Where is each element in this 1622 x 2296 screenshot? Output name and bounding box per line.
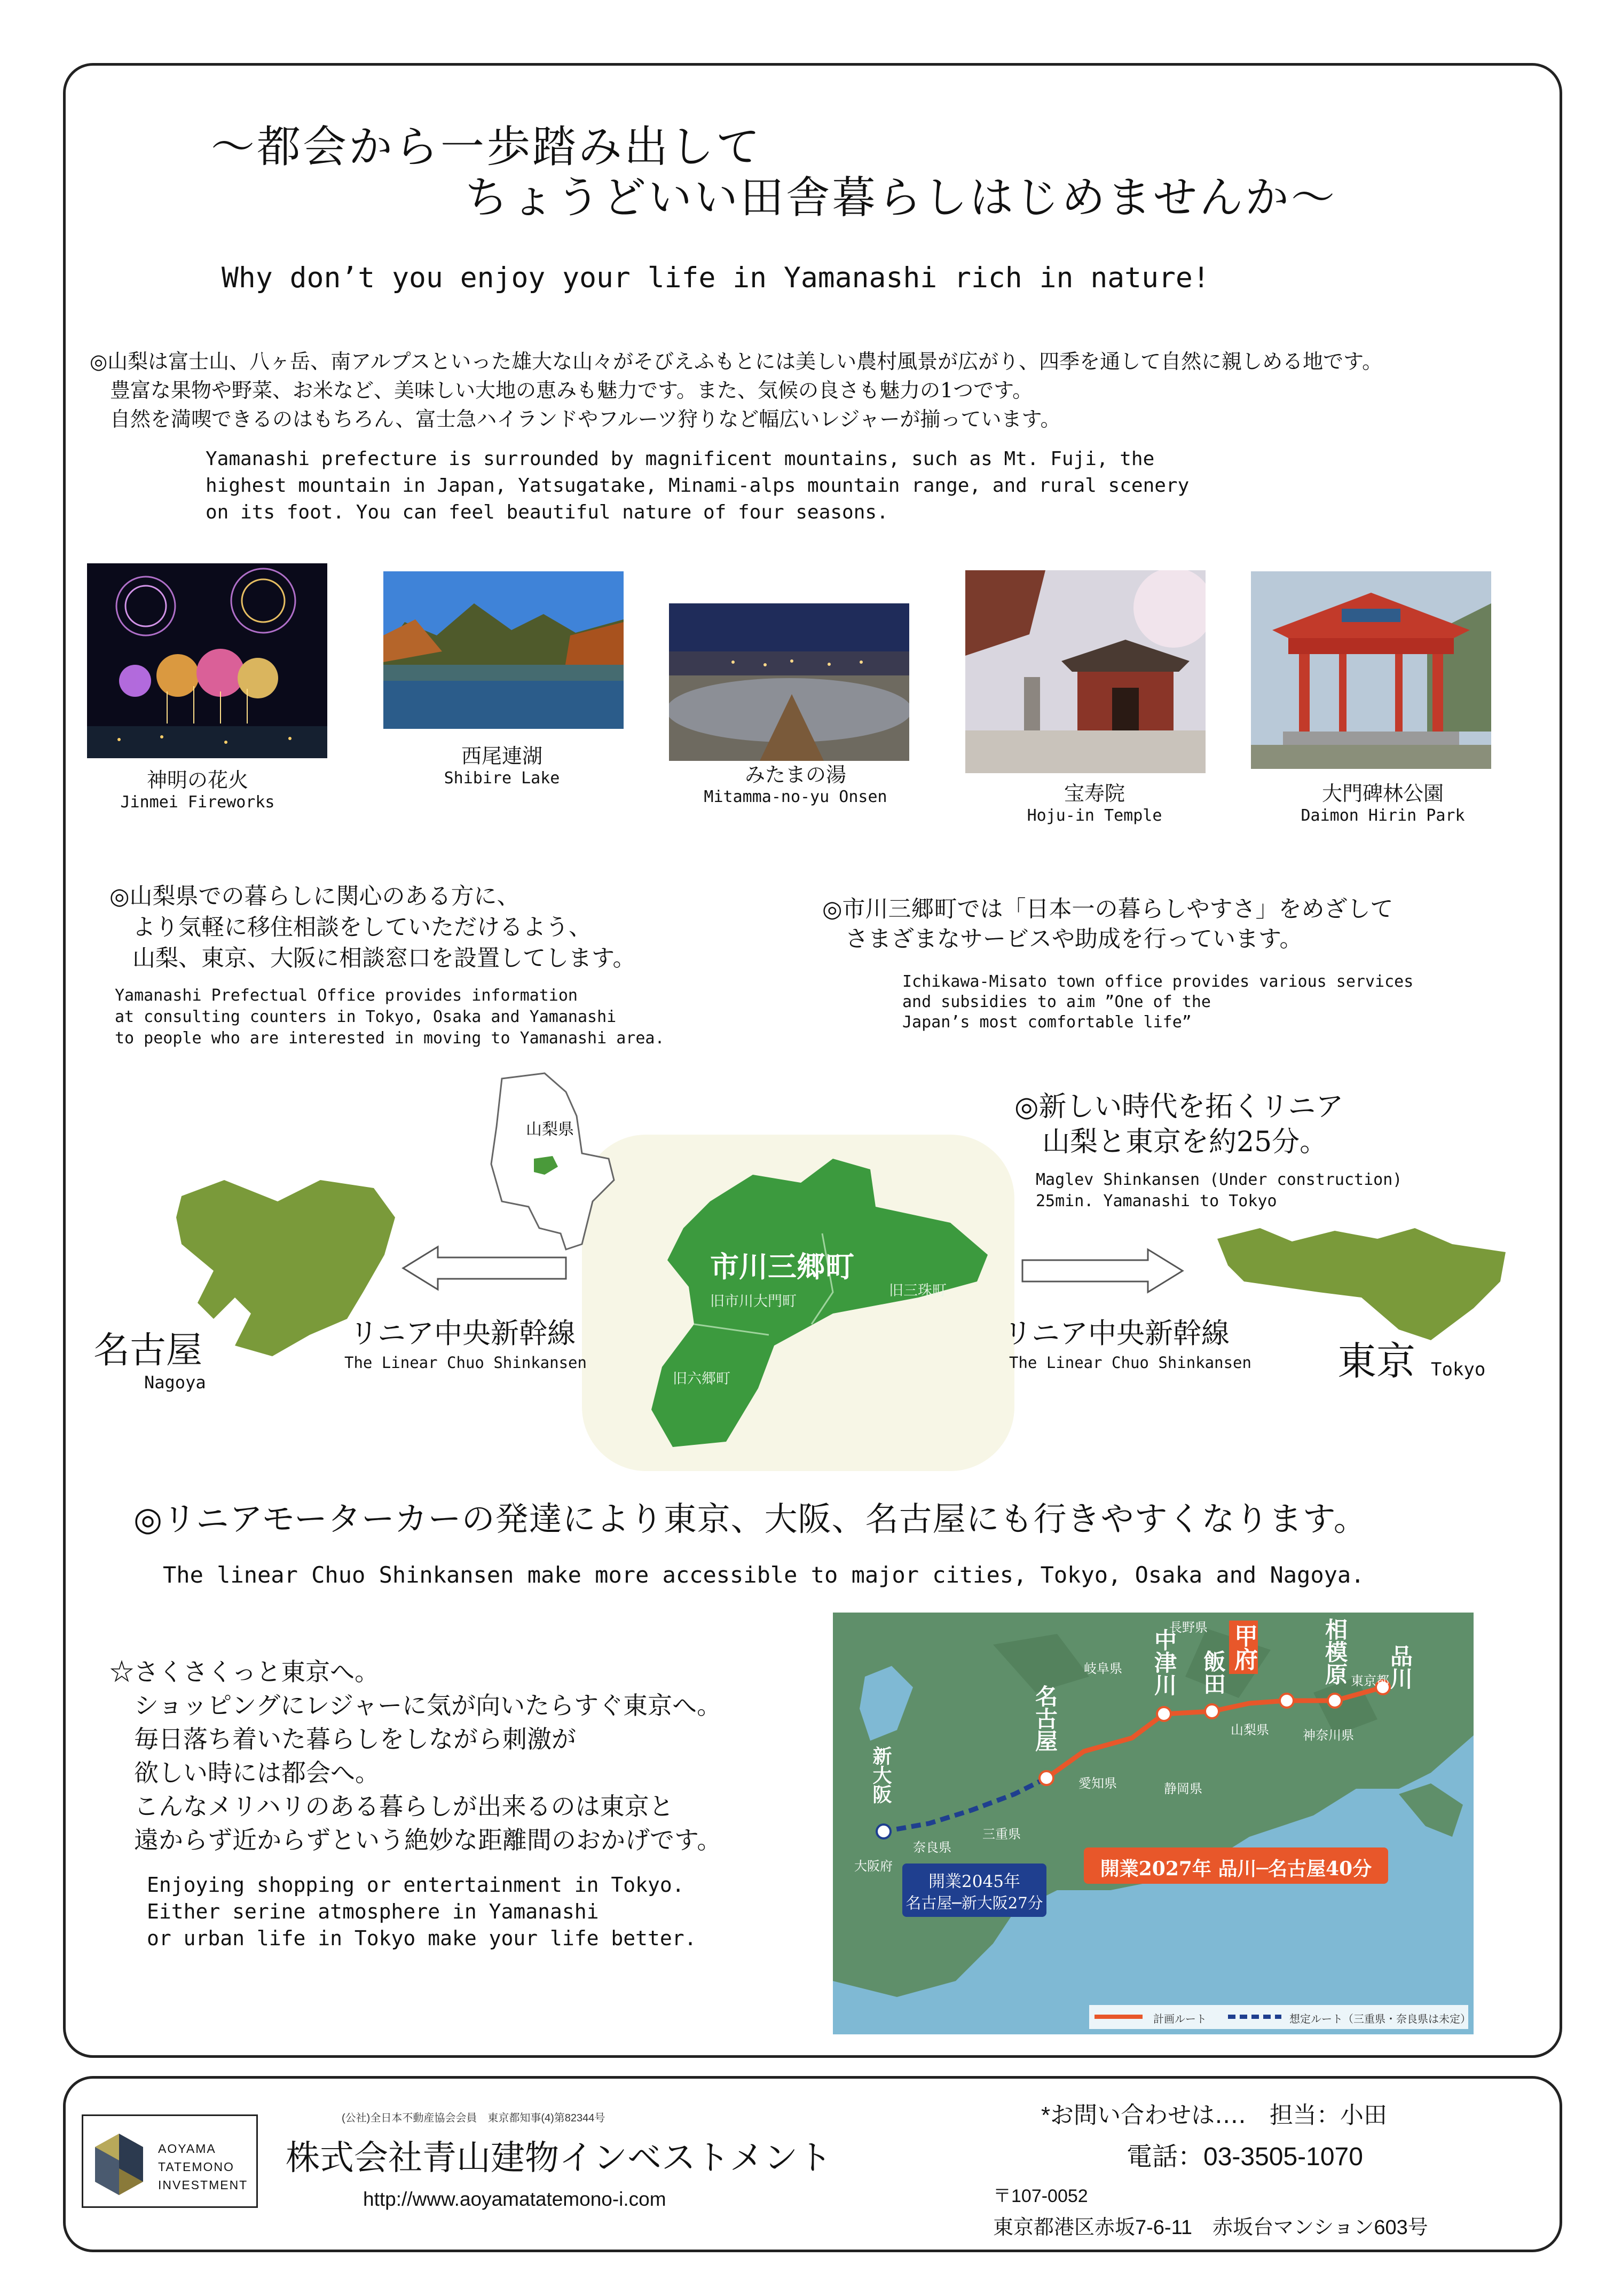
district-ichikawa: 旧市川大門町 (710, 1293, 797, 1309)
label-2027: 開業2027年 品川─名古屋40分 (1100, 1858, 1372, 1880)
linear-line-left-jp: リニア中央新幹線 (350, 1317, 576, 1350)
station-nagoya: 名古屋 (1032, 1685, 1058, 1752)
nagoya-en: Nagoya (144, 1372, 206, 1393)
pref-tokyo: 東京都 (1351, 1673, 1389, 1688)
pref-nara: 奈良県 (913, 1840, 951, 1855)
logo-text-1: AOYAMA (158, 2142, 216, 2156)
tokyo-shape (1217, 1228, 1506, 1340)
intro-en: Yamanashi prefecture is surrounded by magnificent mountains, such as Mt. Fuji, the highest mountain in Japan, Yatsugatake, Minami-alps mountain range, and rural scenery on its foot. You can feel beautiful nature of four seasons. (206, 448, 1190, 523)
linear-jp: ◎新しい時代を拓くリニア 山梨と東京を約25分。 (1014, 1091, 1344, 1158)
label-2045-line1: 開業2045年 (928, 1872, 1020, 1891)
station-shin-osaka: 新大阪 (870, 1746, 892, 1804)
pref-kanagawa: 神奈川県 (1303, 1728, 1354, 1743)
subtitle: Why don’t you enjoy your life in Yamanashi rich in nature! (222, 262, 1210, 294)
phone-number[interactable]: 電話：03-3505-1070 (1127, 2143, 1363, 2171)
title-line2: ちょうどいい田舎暮らしはじめませんか～ (464, 172, 1337, 223)
caption-park-jp: 大門碑林公園 (1321, 782, 1444, 805)
misato-en: Ichikawa-Misato town office provides various services and subsidies to aim ”One of the Japan’s most comfortable life” (902, 972, 1414, 1032)
legend-assumed: 想定ルート（三重県・奈良県は未定） (1289, 2014, 1471, 2025)
linear-line-right-jp: リニア中央新幹線 (1004, 1317, 1230, 1350)
inquiry-note: *お問い合わせは‥‥ 担当：小田 (1041, 2102, 1387, 2128)
caption-fireworks-jp: 神明の花火 (146, 768, 248, 792)
member-note: (公社)全日本不動産協会会員 東京都知事(4)第82344号 (342, 2112, 605, 2124)
pref-yamanashi: 山梨県 (1231, 1723, 1269, 1737)
company-name: 株式会社青山建物インベストメント (286, 2138, 832, 2177)
tokyo-jp: 東京 (1337, 1339, 1415, 1384)
caption-lake-jp: 西尾連湖 (461, 744, 542, 768)
station-nakatsugawa: 中津川 (1151, 1629, 1177, 1696)
pref-osaka: 大阪府 (854, 1859, 893, 1874)
access-en: The linear Chuo Shinkansen make more accessible to major cities, Tokyo, Osaka and Nagoya. (163, 1562, 1365, 1588)
caption-park-en: Daimon Hirin Park (1301, 806, 1465, 825)
caption-onsen-en: Mitamma-no-yu Onsen (704, 788, 887, 806)
town-name: 市川三郷町 (710, 1251, 854, 1283)
station-shinagawa: 品川 (1387, 1645, 1413, 1689)
legend-planned: 計画ルート (1153, 2014, 1207, 2025)
access-jp: ◎リニアモーターカーの発達により東京、大阪、名古屋にも行きやすくなります。 (133, 1499, 1367, 1538)
logo-text-2: TATEMONO (158, 2160, 234, 2174)
caption-temple-jp: 宝寿院 (1064, 782, 1125, 805)
linear-en: Maglev Shinkansen (Under construction) 25min. Yamanashi to Tokyo (1036, 1170, 1403, 1210)
linear-line-left-en: The Linear Chuo Shinkansen (344, 1354, 587, 1372)
intro-jp: ◎山梨は富士山、八ヶ岳、南アルプスといった雄大な山々がそびえふもとには美しい農村風景が広がり、四季を通して自然に親しめる地です。 豊富な果物や野菜、お米など、美味しい大地の恵みも魅力です。また、気候の良さも魅力の1つです。 自然を満喫できるのはもちろん、富士急ハイランドやフルーツ狩りなど幅広いレジャーが揃っています。 (90, 350, 1383, 431)
station-iida: 飯田 (1200, 1650, 1226, 1695)
tokyo-en: Tokyo (1431, 1359, 1486, 1380)
pref-mie: 三重県 (982, 1827, 1021, 1842)
arrow-left (403, 1247, 566, 1289)
company-url[interactable]: http://www.aoyamatatemono-i.com (363, 2188, 666, 2210)
linear-line-right-en: The Linear Chuo Shinkansen (1009, 1354, 1251, 1372)
district-rokugo: 旧六郷町 (673, 1371, 730, 1387)
caption-fireworks-en: Jinmei Fireworks (120, 793, 275, 812)
misato-jp: ◎市川三郷町では「日本一の暮らしやすさ」をめざして さまざまなサービスや助成を行っています。 (822, 896, 1393, 953)
title-line1: ～都会から一歩踏み出して (211, 122, 762, 172)
caption-lake-en: Shibire Lake (444, 769, 560, 788)
label-2045-line2: 名古屋─新大阪27分 (906, 1894, 1043, 1912)
pref-gifu: 岐阜県 (1084, 1661, 1122, 1676)
company-logo (82, 2114, 258, 2208)
nagoya-jp: 名古屋 (93, 1330, 203, 1372)
consult-en: Yamanashi Prefectual Office provides information at consulting counters in Tokyo, Osaka and Yamanashi to people who are interested in moving to Yamanashi area. (115, 986, 665, 1048)
station-kofu: 甲府 (1229, 1621, 1258, 1674)
postal-code: 〒107-0052 (993, 2186, 1088, 2206)
route-map (833, 1613, 1474, 2034)
tokyo-jp-text: ☆さくさくっと東京へ。 ショッピングにレジャーに気が向いたらすぐ東京へ。 毎日落ち着いた暮らしをしながら刺激が 欲しい時には都会へ。 こんなメリハリのある暮らしが出来るのは東京と 遠からず近からずという絶妙な距離間のおかげです。 (109, 1657, 722, 1854)
consult-jp: ◎山梨県での暮らしに関心のある方に、 より気軽に移住相談をしていただけるよう、 山梨、東京、大阪に相談窓口を設置してします。 (109, 883, 636, 972)
station-sagamihara: 相模原 (1322, 1618, 1348, 1685)
tokyo-en-text: Enjoying shopping or entertainment in Tokyo. Either serine atmosphere in Yamanashi or urban life in Tokyo make your life better. (147, 1873, 697, 1950)
address: 東京都港区赤坂7-6-11 赤坂台マンション603号 (993, 2216, 1428, 2239)
logo-text-3: INVESTMENT (158, 2178, 248, 2192)
caption-onsen-jp: みたまの湯 (744, 763, 846, 787)
district-mitama: 旧三珠町 (889, 1283, 947, 1299)
pref-label: 山梨県 (526, 1121, 574, 1138)
pref-nagano: 長野県 (1169, 1620, 1208, 1635)
caption-temple-en: Hoju-in Temple (1027, 806, 1162, 825)
pref-shizuoka: 静岡県 (1164, 1781, 1202, 1796)
pref-aichi: 愛知県 (1078, 1776, 1117, 1791)
arrow-right (1022, 1249, 1183, 1292)
